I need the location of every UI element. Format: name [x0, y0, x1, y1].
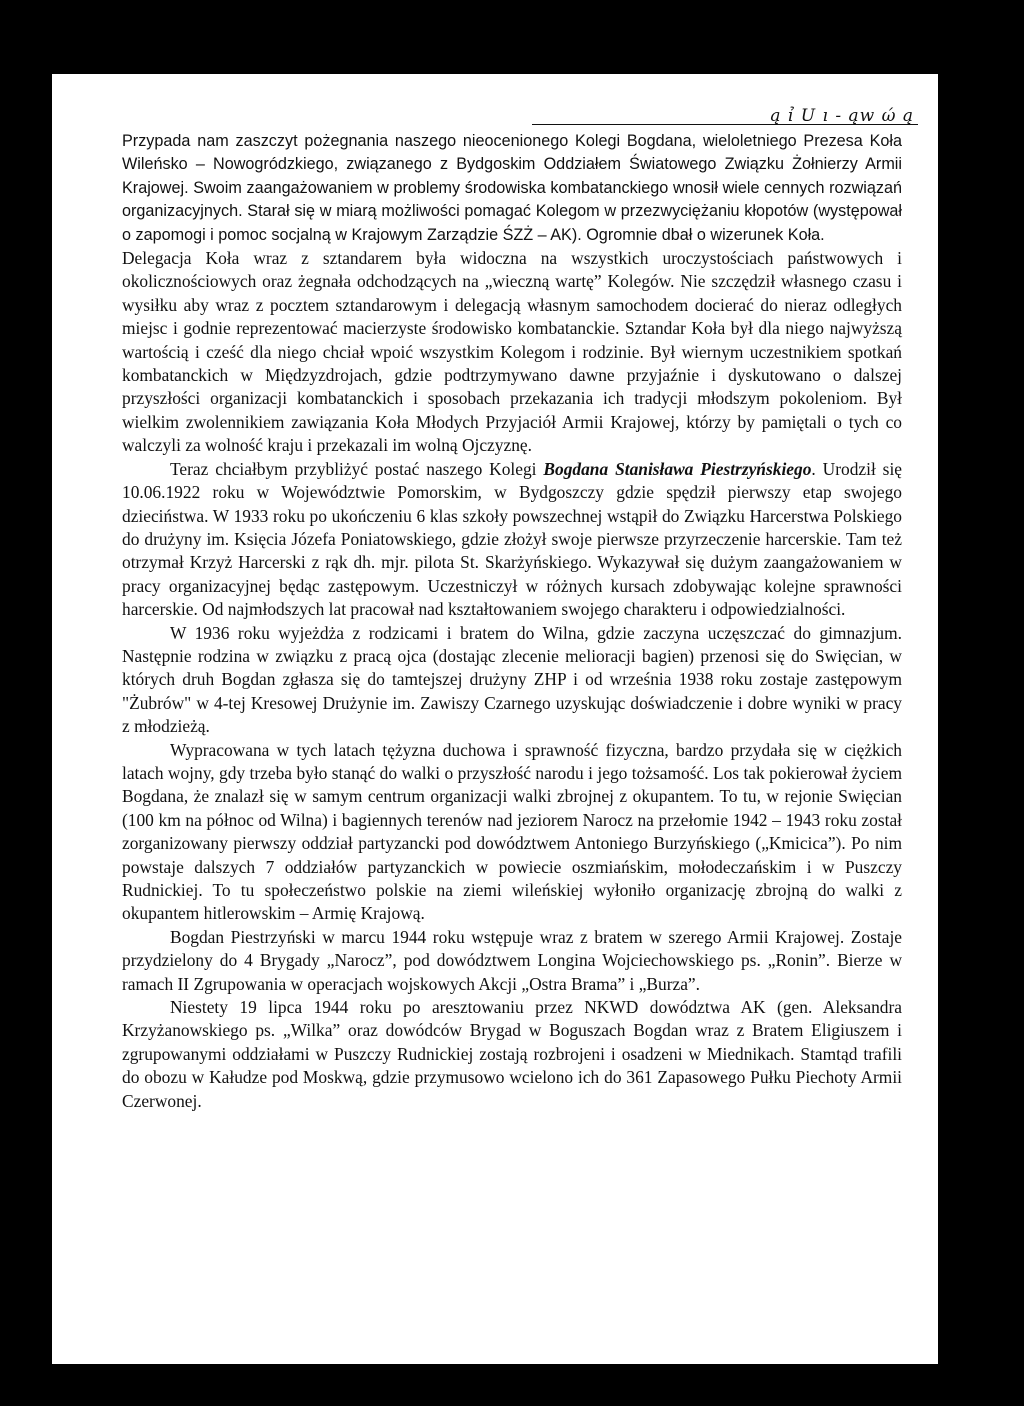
paragraph-3-intro: Teraz chciałbym przybliżyć postać naszego Kolegi — [170, 458, 544, 479]
handwritten-annotation: ą ỉ U ı - ąw ώ ą — [770, 106, 914, 126]
paragraph-4: W 1936 roku wyjeżdża z rodzicami i bratem do Wilna, gdzie zaczyna uczęszczać do gimnazjum. Następnie rodzina w związku z pracą ojca (dostając zlecenie melioracji bagien) przenosi się do Swięcian, w których druh Bogdan zgłasza się do tamtejszej drużyny ZHP i od września 1938 roku zostaje zastępowym "Żubrów" w 4-tej Kresowej Drużynie im. Zawiszy Czarnego uzyskując doświadczenie i dobre wyniki w pracy z młodzieżą. — [122, 622, 902, 737]
paragraph-3-rest: . Urodził się 10.06.1922 roku w Województwie Pomorskim, w Bydgoszczy gdzie spędził pierwszy etap swojego dzieciństwa. W 1933 roku po ukończeniu 6 klas szkoły powszechnej wstąpił do Związku Harcerstwa Polskiego do drużyny im. Księcia Józefa Poniatowskiego, gdzie złożył swoje pierwsze przyrzeczenie harcerskie. Tam też otrzymał Krzyż Harcerski z rąk dh. mjr. pilota St. Skarżyńskiego. Wykazywał się dużym zaangażowaniem w pracy organizacyjnej będąc zastępowym. Uczestniczył w różnych kursach zdobywając kolejne sprawności harcerskie. Od najmłodszych lat pracował nad kształtowaniem swojego charakteru i odpowiedzialności. — [122, 458, 902, 620]
paragraph-7: Niestety 19 lipca 1944 roku po aresztowaniu przez NKWD dowództwa AK (gen. Aleksandra Krzyżanowskiego ps. „Wilka” oraz dowódców Brygad w Boguszach Bogdan wraz z Bratem Eligiuszem i zgrupowanymi oddziałami w Puszczy Rudnickiej zostają rozbrojeni i osadzeni w Miednikach. Stamtąd trafili do obozu w Kałudze pod Moskwą, gdzie przymusowo wcielono ich do 361 Zapasowego Pułku Piechoty Armii Czerwonej. — [122, 997, 902, 1111]
header-rule — [532, 124, 918, 125]
document-body — [122, 130, 902, 1113]
paragraph-2: Delegacja Koła wraz z sztandarem była widoczna na wszystkich uroczystościach państwowych i okolicznościowych oraz żegnała odchodzących na „wieczną wartę” Kolegów. Nie szczędził własnego czasu i wysiłku aby wraz z pocztem sztandarowym i delegacją własnym samochodem docierać do nieraz odległych miejsc i godnie reprezentować macierzyste środowisko kombatanckie. Sztandar Koła był dla niego najwyższą wartością i cześć dla niego chciał wpoić wszystkim Kolegom i rodzinie. Był wiernym uczestnikiem spotkań kombatanckich w Międzyzdrojach, gdzie podtrzymywano dawne przyjaźnie i dyskutowano o dalszej przyszłości organizacji kombatanckich i sposobach przekazania ich tradycji młodszym pokoleniom. Był wielkim zwolennikiem zawiązania Koła Młodych Przyjaciół Armii Krajowej, którzy by pamiętali o tych co walczyli za wolność kraju i przekazali im wolną Ojczyznę. — [122, 248, 902, 456]
paragraph-5: Wypracowana w tych latach tężyzna duchowa i sprawność fizyczna, bardzo przydała się w ciężkich latach wojny, gdy trzeba było stanąć do walki o przyszłość narodu i jego tożsamość. Los tak pokierował życiem Bogdana, że znalazł się w samym centrum organizacji walki zbrojnej z okupantem. To tu, w rejonie Swięcian (100 km na północ od Wilna) i bagiennych terenów nad jeziorem Narocz na przełomie 1942 – 1943 roku został zorganizowany pierwszy oddział partyzancki pod dowództwem Antoniego Burzyńskiego („Kmicica”). Po nim powstaje dalszych 7 oddziałów partyzanckich w powiecie oszmiańskim, mołodeczańskim i w Puszczy Rudnickiej. To tu społeczeństwo polskie na ziemi wileńskiej wyłoniło organizację zbrojną do walki z okupantem hitlerowskim – Armię Krajową. — [122, 739, 902, 924]
paragraph-3 — [122, 458, 902, 622]
paragraph-1: Przypada nam zaszczyt pożegnania naszego nieocenionego Kolegi Bogdana, wieloletniego Prezesa Koła Wileńsko – Nowogródzkiego, związanego z Bydgoskim Oddziałem Światowego Związku Żołnierzy Armii Krajowej. Swoim zaangażowaniem w problemy środowiska kombatanckiego wnosił wiele cennych rozwiązań organizacyjnych. Starał się w miarą możliwości pomagać Kolegom w przezwyciężaniu kłopotów (występował o zapomogi i pomoc socjalną w Krajowym Zarządzie ŚZŻ – AK). Ogromnie dbał o wizerunek Koła. — [122, 132, 902, 244]
person-name: Bogdana Stanisława Piestrzyńskiego — [543, 458, 812, 479]
document-page — [52, 74, 938, 1364]
paragraph-6: Bogdan Piestrzyński w marcu 1944 roku wstępuje wraz z bratem w szerego Armii Krajowej. Zostaje przydzielony do 4 Brygady „Narocz”, pod dowództwem Longina Wojciechowskiego ps. „Ronin”. Bierze w ramach II Zgrupowania w operacjach wojskowych Akcji „Ostra Brama” i „Burza”. — [122, 926, 902, 994]
